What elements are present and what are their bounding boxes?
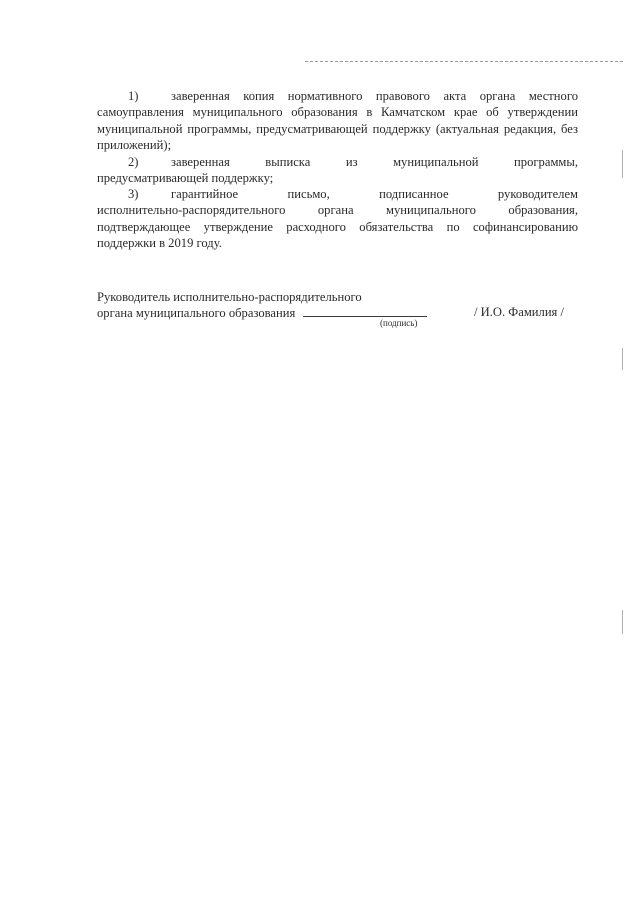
signature-blank-line (303, 306, 427, 317)
list-item-first-line: гарантийное письмо, подписанное руководителем (171, 187, 578, 201)
list-item-first-line: заверенная копия нормативного правового акта органа местного (171, 89, 578, 103)
list-item-text: самоуправления муниципального образования в Камчатском крае об утверждении муниципальной программы, предусматривающей поддержку (актуальная редакция, без приложений); (97, 105, 578, 153)
scan-edge-mark (622, 348, 623, 370)
name-placeholder: / И.О. Фамилия / (474, 305, 564, 319)
list-item-1 (97, 88, 578, 154)
list-item-text: предусматривающей поддержку; (97, 171, 274, 186)
signature-title-line-2: органа муниципального образования (97, 306, 296, 320)
scan-edge-mark (622, 610, 623, 634)
list-item-number: 2) (128, 155, 139, 169)
signature-caption: (подпись) (380, 318, 418, 328)
list-item-3 (97, 186, 578, 252)
list-item-text: исполнительно-распорядительного органа муниципального образования, подтверждающее утверждение расходного обязательства по софинансированию поддержки в 2019 году. (97, 203, 578, 251)
list-item-number: 1) (128, 89, 139, 103)
scan-edge-mark (622, 150, 623, 178)
signature-title-line-1: Руководитель исполнительно-распорядительного (97, 290, 362, 304)
list-item-first-line: заверенная выписка из муниципальной программы, (171, 155, 578, 169)
scan-artifact-line (305, 61, 623, 62)
list-item-2 (97, 154, 578, 187)
list-item-number: 3) (128, 187, 139, 201)
